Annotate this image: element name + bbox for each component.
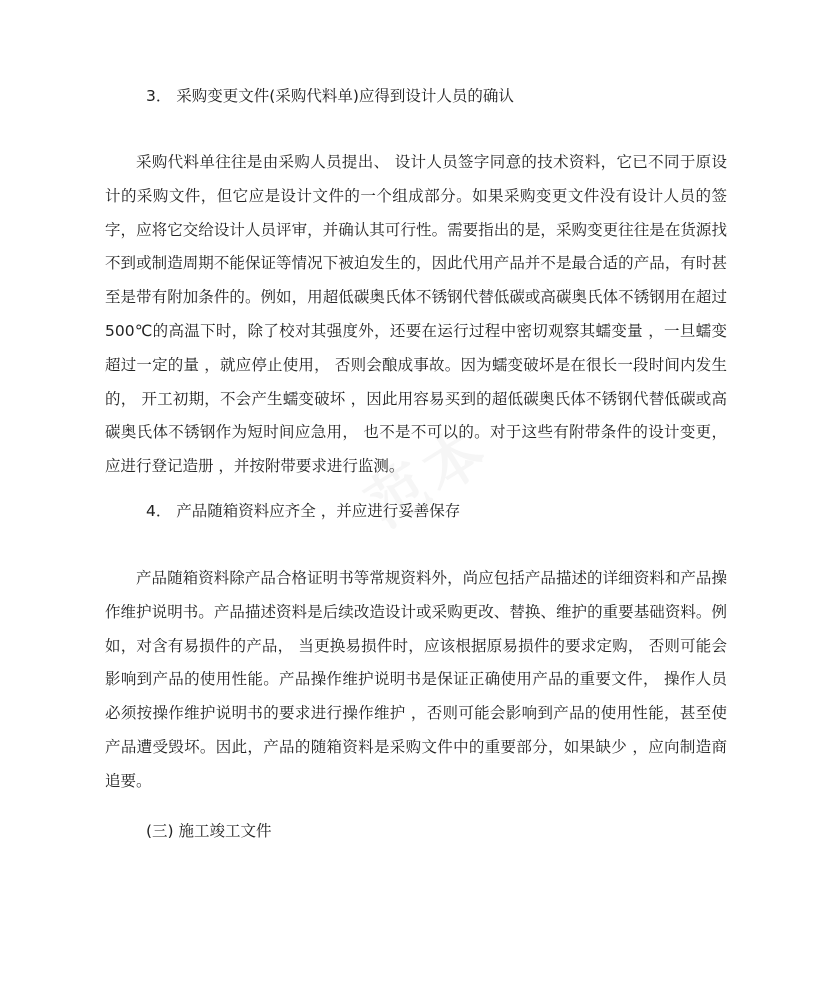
section-three-heading: (三) 施工竣工文件 [146, 822, 272, 840]
section-4-paragraph: 产品随箱资料除产品合格证明书等常规资料外，尚应包括产品描述的详细资料和产品操作维护说明书。产品描述资料是后续改造设计或采购更改、替换、维护的重要基础资料。例如，对含有易损件的产品， 当更换易损件时，应该根据原易损件的要求定购， 否则可能会影响到产品的使用性能。产品操作维护说明书是保证正确使用产品的重要文件， 操作人员必须按操作维护说明书的要求进行操作维护 ，否则可能会影响到产品的使用性能，甚至使产品遭受毁坏。因此，产品的随箱资料是采购文件中的重要部分，如果缺少 ，应向制造商追要。 [105, 569, 727, 790]
section-3-heading: 3． 采购变更文件(采购代料单)应得到设计人员的确认 [146, 87, 514, 105]
section-3-paragraph: 采购代料单往往是由采购人员提出、 设计人员签字同意的技术资料，它已不同于原设计的采购文件，但它应是设计文件的一个组成部分。如果采购变更文件没有设计人员的签字，应将它交给设计人员评审，并确认其可行性。需要指出的是，采购变更往往是在货源找不到或制造周期不能保证等情况下被迫发生的，因此代用产品并不是最合适的产品，有时甚至是带有附加条件的。例如，用超低碳奥氏体不锈钢代替低碳或高碳奥氏体不锈钢用在超过 500℃的高温下时，除了校对其强度外，还要在运行过程中密切观察其蠕变量 ，一旦蠕变超过一定的量 ，就应停止使用， 否则会酿成事故。因为蠕变破坏是在很长一段时间内发生的， 开工初期，不会产生蠕变破坏 ，因此用容易买到的超低碳奥氏体不锈钢代替低碳或高碳奥氏体不锈钢作为短时间应急用， 也不是不可以的。对于这些有附带条件的设计变更，应进行登记造册 ，并按附带要求进行监测。 [105, 153, 727, 476]
section-4-heading: 4． 产品随箱资料应齐全 ，并应进行妥善保存 [146, 502, 461, 520]
